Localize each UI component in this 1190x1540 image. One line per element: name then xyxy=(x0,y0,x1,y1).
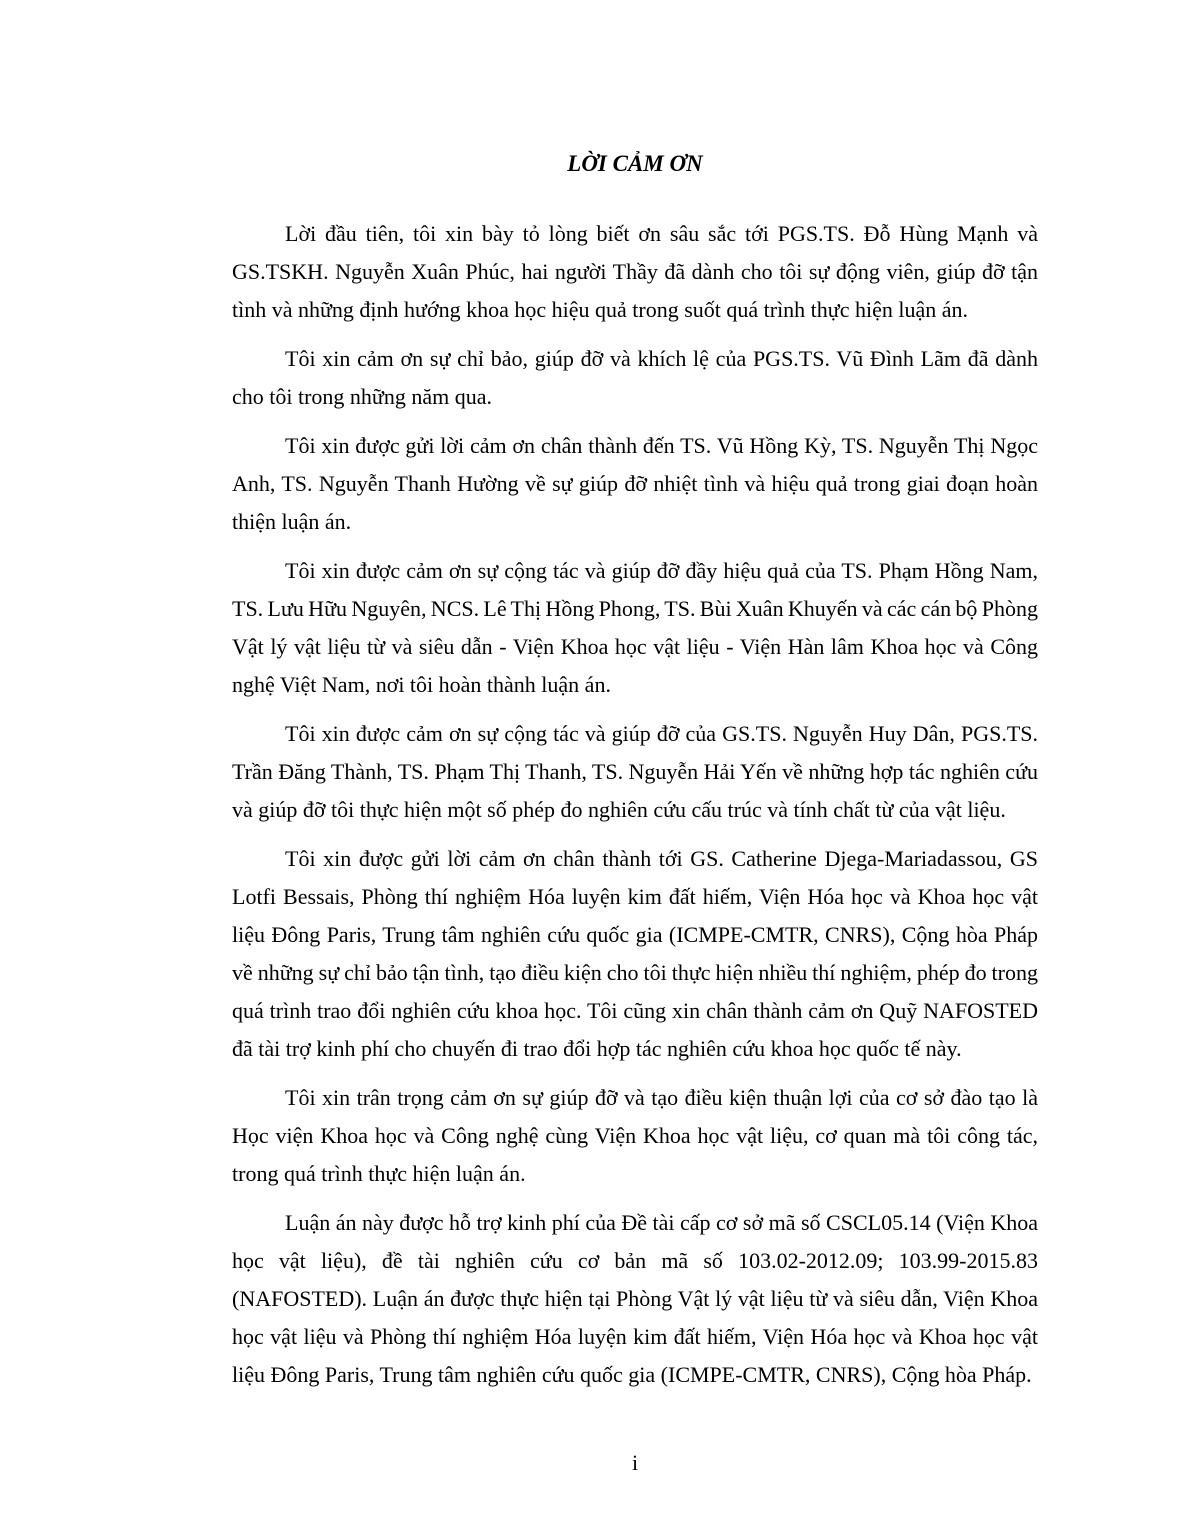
text-line: Tôi xin được gửi lời cảm ơn chân thành tới GS. Catherine Djega-Mariadassou, GS xyxy=(285,846,1038,871)
text-line: Vật lý vật liệu từ và siêu dẫn - Viện Khoa học vật liệu - Viện Hàn lâm Khoa học và Công xyxy=(232,634,1038,659)
text-line: (NAFOSTED). Luận án được thực hiện tại Phòng Vật lý vật liệu từ và siêu dẫn, Viện Khoa xyxy=(232,1286,1038,1311)
text-line: đã tài trợ kinh phí cho chuyến đi trao đổi hợp tác nghiên cứu khoa học quốc tế này. xyxy=(232,1036,962,1061)
text-line: Lời đầu tiên, tôi xin bày tỏ lòng biết ơn sâu sắc tới PGS.TS. Đỗ Hùng Mạnh và xyxy=(285,221,1038,246)
text-line: Trần Đăng Thành, TS. Phạm Thị Thanh, TS. Nguyễn Hải Yến về những hợp tác nghiên cứu xyxy=(232,759,1038,784)
text-line: Tôi xin được cảm ơn sự cộng tác và giúp đỡ đầy hiệu quả của TS. Phạm Hồng Nam, xyxy=(285,558,1038,583)
paragraph xyxy=(232,340,1038,416)
paragraph xyxy=(232,1079,1038,1193)
text-line: tình và những định hướng khoa học hiệu quả trong suốt quá trình thực hiện luận án. xyxy=(232,297,969,322)
paragraph xyxy=(232,215,1038,329)
paragraph xyxy=(232,427,1038,541)
text-line: và giúp đỡ tôi thực hiện một số phép đo nghiên cứu cấu trúc và tính chất từ của vật liệu. xyxy=(232,797,1006,822)
text-line: liệu Đông Paris, Trung tâm nghiên cứu quốc gia (ICMPE-CMTR, CNRS), Cộng hòa Pháp. xyxy=(232,1362,1032,1387)
text-line: học vật liệu), đề tài nghiên cứu cơ bản mã số 103.02-2012.09; 103.99-2015.83 xyxy=(232,1248,1038,1273)
paragraph xyxy=(232,715,1038,829)
text-line: Lotfi Bessais, Phòng thí nghiệm Hóa luyện kim đất hiếm, Viện Hóa học và Khoa học vật xyxy=(232,884,1038,909)
paragraph xyxy=(232,840,1038,1068)
acknowledgements-body xyxy=(232,215,1038,1405)
text-line: học vật liệu và Phòng thí nghiệm Hóa luyện kim đất hiếm, Viện Hóa học và Khoa học vật xyxy=(232,1324,1038,1349)
text-line: Anh, TS. Nguyễn Thanh Hường về sự giúp đỡ nhiệt tình và hiệu quả trong giai đoạn hoàn xyxy=(232,471,1038,496)
text-line: cho tôi trong những năm qua. xyxy=(232,384,492,409)
text-line: Luận án này được hỗ trợ kinh phí của Đề tài cấp cơ sở mã số CSCL05.14 (Viện Khoa xyxy=(285,1210,1038,1235)
text-line: quá trình trao đổi nghiên cứu khoa học. Tôi cũng xin chân thành cảm ơn Quỹ NAFOSTED xyxy=(232,998,1038,1023)
text-line: Tôi xin được gửi lời cảm ơn chân thành đến TS. Vũ Hồng Kỳ, TS. Nguyễn Thị Ngọc xyxy=(285,433,1038,458)
text-line: TS. Lưu Hữu Nguyên, NCS. Lê Thị Hồng Phong, TS. Bùi Xuân Khuyến và các cán bộ Phòng xyxy=(232,596,1038,621)
text-line: Tôi xin trân trọng cảm ơn sự giúp đỡ và tạo điều kiện thuận lợi của cơ sở đào tạo là xyxy=(285,1085,1038,1110)
text-line: trong quá trình thực hiện luận án. xyxy=(232,1161,526,1186)
text-line: Tôi xin được cảm ơn sự cộng tác và giúp đỡ của GS.TS. Nguyễn Huy Dân, PGS.TS. xyxy=(285,721,1038,746)
paragraph xyxy=(232,552,1038,704)
text-line: liệu Đông Paris, Trung tâm nghiên cứu quốc gia (ICMPE-CMTR, CNRS), Cộng hòa Pháp xyxy=(232,922,1038,947)
paragraph xyxy=(232,1204,1038,1394)
text-line: GS.TSKH. Nguyễn Xuân Phúc, hai người Thầy đã dành cho tôi sự động viên, giúp đỡ tận xyxy=(232,259,1038,284)
text-line: về những sự chỉ bảo tận tình, tạo điều kiện cho tôi thực hiện nhiều thí nghiệm, phép đo trong xyxy=(232,960,1038,985)
page-number: i xyxy=(631,1450,639,1475)
text-line: Học viện Khoa học và Công nghệ cùng Viện Khoa học vật liệu, cơ quan mà tôi công tác, xyxy=(232,1123,1038,1148)
text-line: nghệ Việt Nam, nơi tôi hoàn thành luận án. xyxy=(232,672,611,697)
page-title: LỜI CẢM ƠN xyxy=(567,151,703,176)
text-line: Tôi xin cảm ơn sự chỉ bảo, giúp đỡ và khích lệ của PGS.TS. Vũ Đình Lãm đã dành xyxy=(285,346,1038,371)
text-line: thiện luận án. xyxy=(232,509,352,534)
